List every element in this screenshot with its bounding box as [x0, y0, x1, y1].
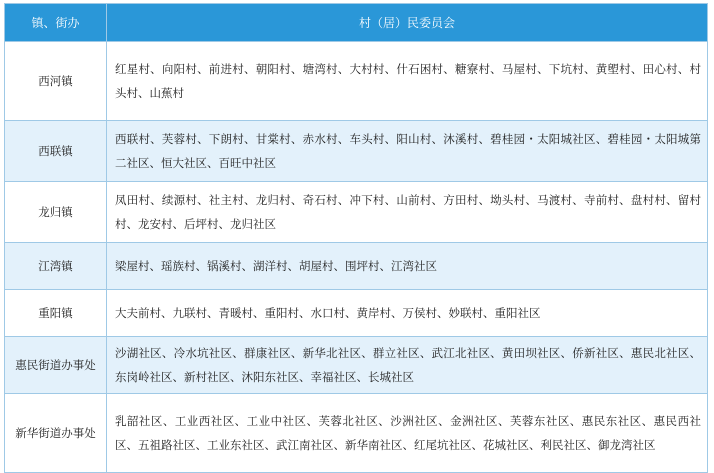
table-row — [5, 290, 708, 337]
committee-list-cell: 沙湖社区、冷水坑社区、群康社区、新华北社区、群立社区、武江北社区、黄田坝社区、侨新社区、惠民北社区、东岗岭社区、新村社区、沐阳东社区、幸福社区、长城社区 — [107, 337, 708, 394]
committee-table-container — [4, 3, 707, 473]
committee-list-cell: 梁屋村、瑶族村、锅溪村、湖洋村、胡屋村、围坪村、江湾社区 — [107, 243, 708, 290]
town-cell: 西河镇 — [5, 42, 107, 121]
table-row — [5, 121, 708, 182]
table-row — [5, 337, 708, 394]
committee-list-cell: 大夫前村、九联村、青暖村、重阳村、水口村、黄岸村、万侯村、妙联村、重阳社区 — [107, 290, 708, 337]
committee-list-cell: 红星村、向阳村、前进村、朝阳村、塘湾村、大村村、什石困村、糖寮村、马屋村、下坑村、黄塱村、田心村、村头村、山蕉村 — [107, 42, 708, 121]
committee-table — [4, 3, 708, 473]
committee-list-cell: 凤田村、续源村、社主村、龙归村、奇石村、冲下村、山前村、方田村、坳头村、马渡村、寺前村、盘村村、留村村、龙安村、后坪村、龙归社区 — [107, 182, 708, 243]
header-town: 镇、街办 — [5, 4, 107, 42]
town-cell: 江湾镇 — [5, 243, 107, 290]
table-row — [5, 394, 708, 473]
town-cell: 重阳镇 — [5, 290, 107, 337]
town-cell: 新华街道办事处 — [5, 394, 107, 473]
header-row — [5, 4, 708, 42]
table-row — [5, 243, 708, 290]
header-committees: 村（居）民委员会 — [107, 4, 708, 42]
table-row — [5, 42, 708, 121]
town-cell: 西联镇 — [5, 121, 107, 182]
committee-list-cell: 西联村、芙蓉村、下朗村、甘棠村、赤水村、车头村、阳山村、沐溪村、碧桂园・太阳城社区、碧桂园・太阳城第二社区、恒大社区、百旺中社区 — [107, 121, 708, 182]
town-cell: 惠民街道办事处 — [5, 337, 107, 394]
table-row — [5, 182, 708, 243]
committee-list-cell: 乳韶社区、工业西社区、工业中社区、芙蓉北社区、沙洲社区、金洲社区、芙蓉东社区、惠民东社区、惠民西社区、五祖路社区、工业东社区、武江南社区、新华南社区、红尾坑社区、花城社区、利民社区、御龙湾社区 — [107, 394, 708, 473]
town-cell: 龙归镇 — [5, 182, 107, 243]
